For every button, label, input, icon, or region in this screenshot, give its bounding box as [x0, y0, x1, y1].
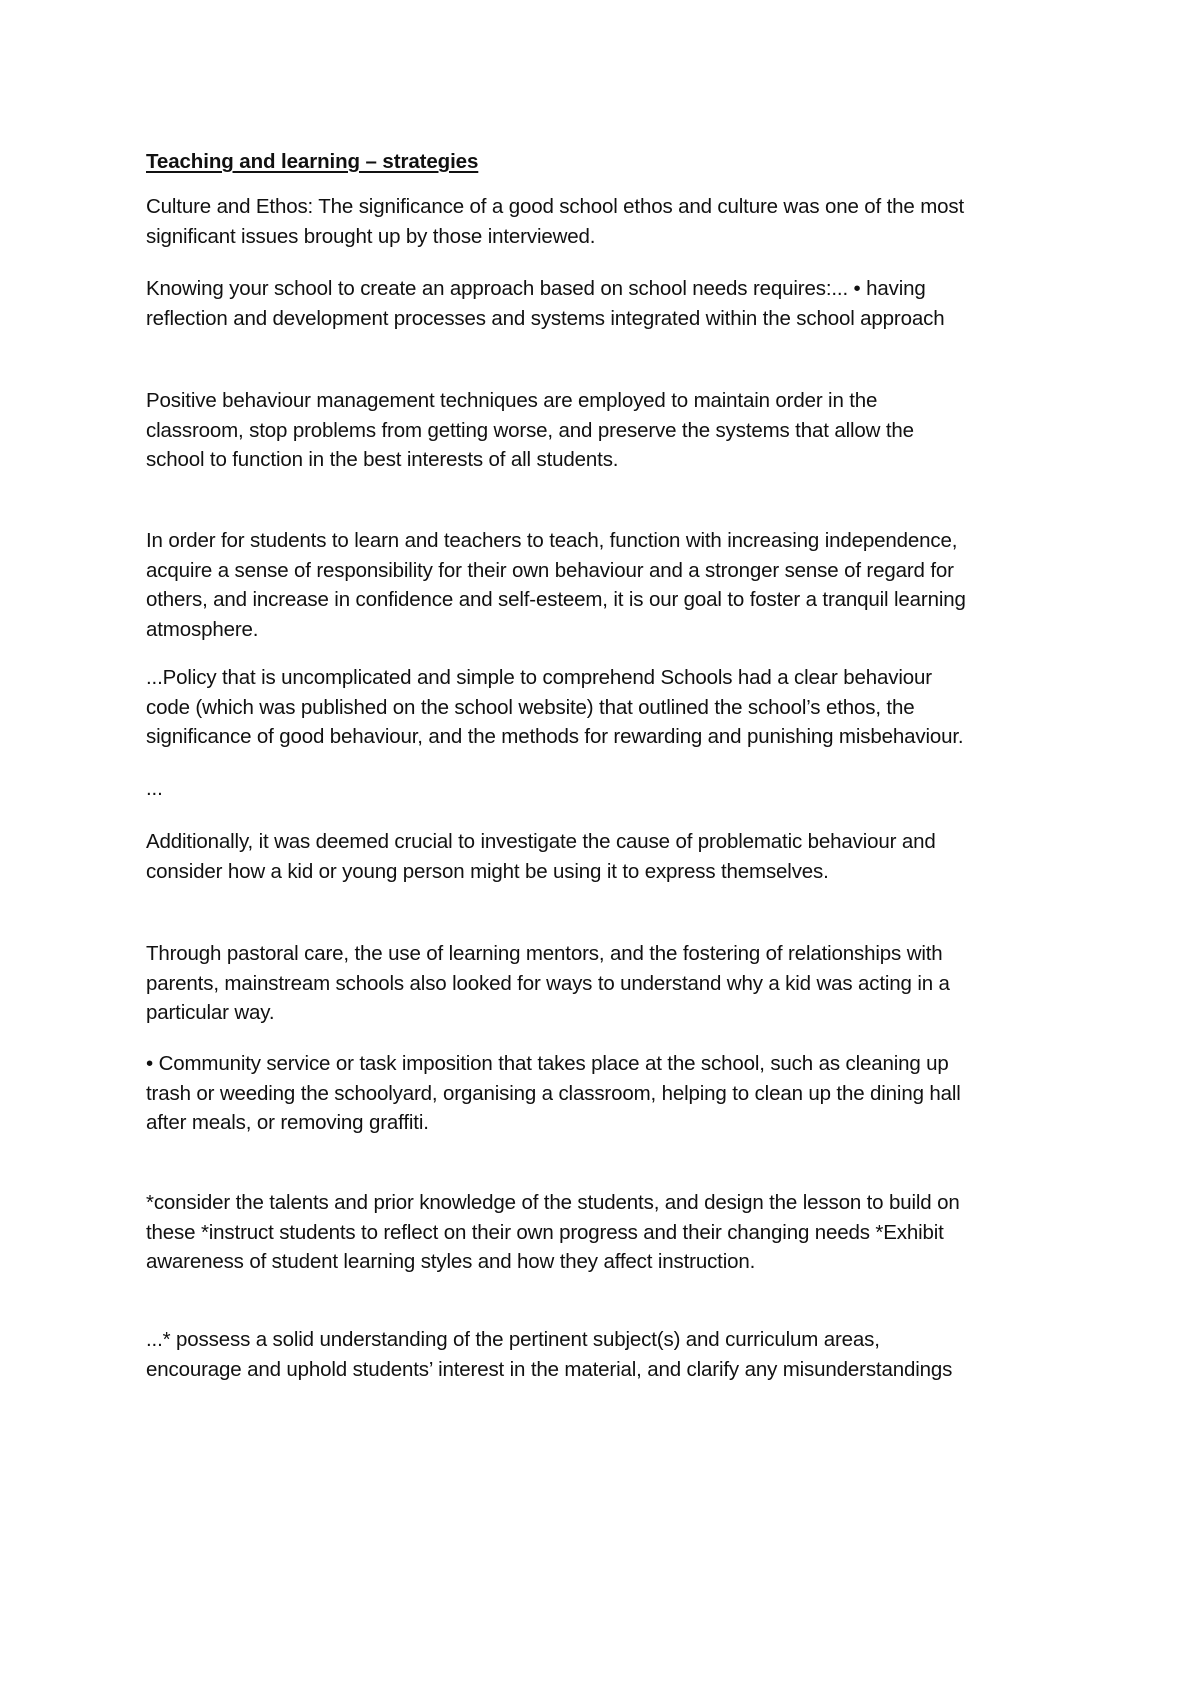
paragraph-line: • Community service or task imposition that takes place at the school, such as cleaning up: [146, 1052, 949, 1075]
paragraph-knowing-school: [146, 274, 944, 333]
paragraph-subject-knowledge: [146, 1325, 952, 1384]
paragraph-line: consider how a kid or young person might be using it to express themselves.: [146, 859, 829, 883]
paragraph-line: ...* possess a solid understanding of the pertinent subject(s) and curriculum areas,: [146, 1328, 880, 1351]
paragraph-line: Knowing your school to create an approach based on school needs requires:... • having: [146, 277, 926, 300]
paragraph-line: trash or weeding the schoolyard, organising a classroom, helping to clean up the dining hall: [146, 1081, 961, 1105]
paragraph-lesson-design: [146, 1188, 960, 1277]
paragraph-positive-behaviour: [146, 386, 914, 475]
paragraph-problem-behaviour: [146, 827, 936, 886]
paragraph-line: In order for students to learn and teachers to teach, function with increasing independence,: [146, 529, 958, 552]
paragraph-line: particular way.: [146, 1001, 275, 1024]
paragraph-line: significant issues brought up by those interviewed.: [146, 224, 596, 248]
paragraph-line: atmosphere.: [146, 617, 259, 641]
paragraph-line: significance of good behaviour, and the methods for rewarding and punishing misbehaviour.: [146, 725, 964, 748]
paragraph-pastoral-care: [146, 939, 950, 1028]
paragraph-line: parents, mainstream schools also looked for ways to understand why a kid was acting in a: [146, 971, 950, 995]
paragraph-line: code (which was published on the school website) that outlined the school’s ethos, the: [146, 695, 915, 719]
paragraph-line: *consider the talents and prior knowledge of the students, and design the lesson to build on: [146, 1191, 960, 1214]
paragraph-line: awareness of student learning styles and how they affect instruction.: [146, 1250, 756, 1273]
paragraph-line: reflection and development processes and systems integrated within the school approach: [146, 306, 945, 330]
paragraph-line: Positive behaviour management techniques are employed to maintain order in the: [146, 389, 878, 412]
paragraph-community-service: [146, 1049, 961, 1138]
paragraph-line: Culture and Ethos: The significance of a good school ethos and culture was one of the most: [146, 195, 965, 218]
paragraph-line: after meals, or removing graffiti.: [146, 1111, 429, 1134]
paragraph-line: Through pastoral care, the use of learning mentors, and the fostering of relationships with: [146, 942, 943, 965]
paragraph-learning-goal: [146, 526, 966, 644]
document-body: [146, 148, 1076, 1381]
paragraph-line: acquire a sense of responsibility for their own behaviour and a stronger sense of regard for: [146, 558, 954, 582]
paragraph-line: school to function in the best interests of all students.: [146, 448, 619, 471]
paragraph-line: encourage and uphold students’ interest in the material, and clarify any misunderstandings: [146, 1357, 953, 1381]
paragraph-line: classroom, stop problems from getting worse, and preserve the systems that allow the: [146, 418, 914, 442]
document-title: Teaching and learning – strategies: [146, 150, 479, 173]
paragraph-line: these *instruct students to reflect on their own progress and their changing needs *Exhibit: [146, 1220, 944, 1244]
paragraph-line: Additionally, it was deemed crucial to investigate the cause of problematic behaviour and: [146, 830, 936, 853]
paragraph-line: others, and increase in confidence and self-esteem, it is our goal to foster a tranquil learning: [146, 588, 966, 611]
paragraph-policy: [146, 663, 963, 752]
paragraph-line: ...Policy that is uncomplicated and simple to comprehend Schools had a clear behaviour: [146, 666, 932, 689]
paragraph-ellipsis: [146, 774, 163, 804]
paragraph-line: ...: [146, 777, 163, 800]
paragraph-culture-ethos: [146, 192, 964, 251]
